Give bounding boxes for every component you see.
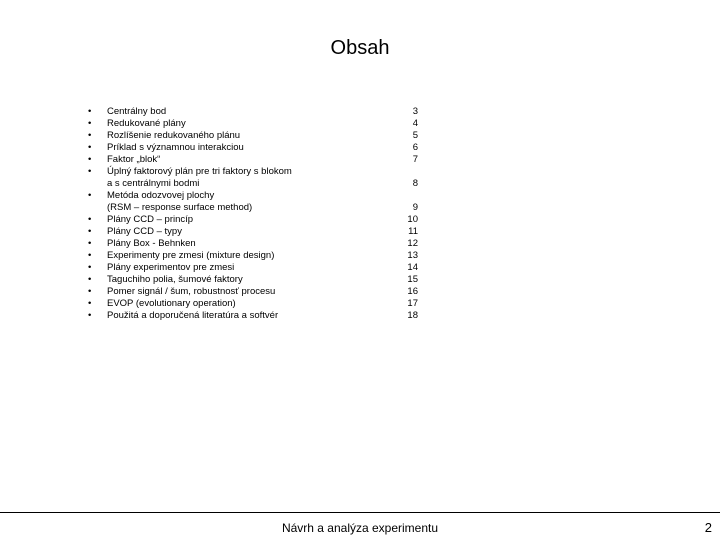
bullet-icon: • [88, 262, 92, 273]
bullet-icon: • [88, 310, 92, 321]
toc-item [88, 166, 428, 190]
toc-item [88, 130, 428, 142]
bullet-icon: • [88, 286, 92, 297]
toc-item-page: 14 [407, 262, 418, 273]
toc-item-page: 4 [412, 118, 418, 129]
bullet-icon: • [88, 154, 92, 165]
toc-item [88, 214, 428, 226]
toc-item-page: 17 [407, 298, 418, 309]
footer-title: Návrh a analýza experimentu [281, 521, 439, 535]
bullet-icon: • [88, 166, 92, 177]
toc-item-page: 10 [407, 214, 418, 225]
toc-item-page: 3 [412, 106, 418, 117]
toc-item-label: EVOP (evolutionary operation) [107, 298, 236, 309]
toc-item-page: 16 [407, 286, 418, 297]
toc-item [88, 118, 428, 130]
bullet-icon: • [88, 130, 92, 141]
toc-item-page: 12 [407, 238, 418, 249]
toc-item [88, 142, 428, 154]
bullet-icon: • [88, 274, 92, 285]
toc-item-label: Plány CCD – typy [107, 226, 182, 237]
bullet-icon: • [88, 226, 92, 237]
bullet-icon: • [88, 142, 92, 153]
toc-item-page: 9 [412, 202, 418, 213]
toc-item-page: 6 [412, 142, 418, 153]
toc-item [88, 262, 428, 274]
toc-item [88, 286, 428, 298]
toc-item-page: 15 [407, 274, 418, 285]
bullet-icon: • [88, 298, 92, 309]
toc-item-page: 5 [412, 130, 418, 141]
toc-item-page: 13 [407, 250, 418, 261]
toc-item-label: Plány Box - Behnken [107, 238, 196, 249]
toc-item [88, 238, 428, 250]
toc-item-label: Metóda odozvovej plochy (RSM – response surface method) [107, 190, 253, 213]
toc-item-page: 18 [407, 310, 418, 321]
bullet-icon: • [88, 118, 92, 129]
toc-item [88, 250, 428, 262]
bullet-icon: • [88, 238, 92, 249]
table-of-contents [88, 106, 428, 322]
toc-item-label: Rozlíšenie redukovaného plánu [107, 130, 241, 141]
toc-item-label: Experimenty pre zmesi (mixture design) [107, 250, 275, 261]
toc-item [88, 298, 428, 310]
footer-divider [0, 512, 720, 513]
toc-item-label: Príklad s významnou interakciou [107, 142, 244, 153]
toc-item [88, 274, 428, 286]
toc-item [88, 154, 428, 166]
slide-number: 2 [704, 520, 712, 535]
toc-item-page: 7 [412, 154, 418, 165]
toc-item-label: Použitá a doporučená literatúra a softvér [107, 310, 279, 321]
bullet-icon: • [88, 250, 92, 261]
toc-item [88, 190, 428, 214]
toc-item-label: Plány experimentov pre zmesi [107, 262, 235, 273]
toc-item [88, 310, 428, 322]
toc-item-label: Redukované plány [107, 118, 186, 129]
toc-item [88, 226, 428, 238]
bullet-icon: • [88, 190, 92, 201]
bullet-icon: • [88, 106, 92, 117]
toc-item-label: Centrálny bod [107, 106, 167, 117]
toc-item-label: Pomer signál / šum, robustnosť procesu [107, 286, 276, 297]
toc-item-label: Taguchiho polia, šumové faktory [107, 274, 243, 285]
page-title: Obsah [330, 37, 390, 59]
toc-item-label: Faktor „blok“ [107, 154, 161, 165]
toc-item [88, 106, 428, 118]
bullet-icon: • [88, 214, 92, 225]
toc-item-label: Plány CCD – princíp [107, 214, 194, 225]
toc-item-label: Úplný faktorový plán pre tri faktory s blokom a s centrálnymi bodmi [107, 166, 292, 189]
toc-item-page: 11 [408, 226, 418, 237]
toc-item-page: 8 [412, 178, 418, 189]
